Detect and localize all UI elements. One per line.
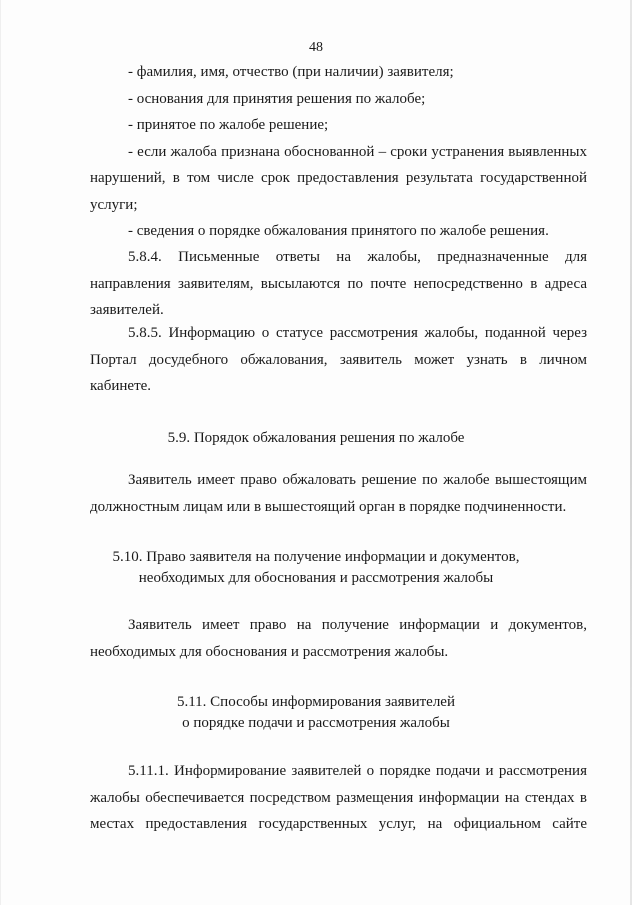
section-heading-5-10 <box>0 547 632 589</box>
paragraph-line: жалобы обеспечивается посредством размещения информации на стендах в <box>90 789 587 806</box>
paragraph-line: Портал досудебного обжалования, заявитель может узнать в личном <box>90 351 587 368</box>
paragraph-5-10 <box>90 612 587 665</box>
paragraph-line: 5.8.4. Письменные ответы на жалобы, предназначенные для <box>128 249 587 265</box>
list-item: - фамилия, имя, отчество (при наличии) заявителя; <box>128 64 454 80</box>
paragraph-line: местах предоставления государственных услуг, на официальном сайте <box>90 816 587 832</box>
paragraph-5-9 <box>90 467 587 520</box>
scan-edge-left <box>0 0 1 905</box>
section-heading-line: 5.9. Порядок обжалования решения по жалобе <box>167 430 465 446</box>
paragraph-line: Заявитель имеет право обжаловать решение по жалобе вышестоящим <box>128 472 587 488</box>
paragraph-line: должностным лицам или в вышестоящий орган в порядке подчиненности. <box>90 498 567 515</box>
paragraph-line: кабинете. <box>90 378 152 394</box>
list-item: - принятое по жалобе решение; <box>128 117 329 133</box>
section-heading-line: 5.11. Способы информирования заявителей <box>176 694 455 710</box>
paragraph-line: необходимых для обоснования и рассмотрения жалобы. <box>90 643 449 660</box>
list-item-deadlines-line1: - если жалоба признана обоснованной – сроки устранения выявленных <box>128 143 587 160</box>
paragraph-5-8-5 <box>90 320 587 400</box>
section-heading-5-11 <box>0 692 632 734</box>
list-item: - основания для принятия решения по жалобе; <box>128 90 426 107</box>
section-heading-line: необходимых для обоснования и рассмотрения жалобы <box>138 570 494 586</box>
list-item-deadlines-line2: нарушений, в том числе срок предоставления результата государственной <box>90 170 587 186</box>
page-number: 48 <box>309 40 323 55</box>
section-heading-5-9 <box>0 428 632 449</box>
paragraph-line: 5.11.1. Информирование заявителей о порядке подачи и рассмотрения <box>128 763 587 779</box>
paragraph-line: 5.8.5. Информацию о статусе рассмотрения жалобы, поданной через <box>128 325 587 341</box>
list-item-deadlines-line3: услуги; <box>90 196 138 213</box>
paragraph-line: Заявитель имеет право на получение информации и документов, <box>128 617 587 633</box>
paragraph-line: заявителей. <box>90 302 164 318</box>
paragraph-5-8-4 <box>90 244 587 324</box>
section-heading-line: о порядке подачи и рассмотрения жалобы <box>182 715 450 731</box>
paragraph-5-11-1 <box>90 758 587 838</box>
complaint-decision-list <box>90 59 587 245</box>
paragraph-line: направления заявителям, высылаются по почте непосредственно в адреса <box>90 275 587 292</box>
list-item: - сведения о порядке обжалования принятого по жалобе решения. <box>128 223 549 239</box>
section-heading-line: 5.10. Право заявителя на получение информации и документов, <box>112 549 520 565</box>
